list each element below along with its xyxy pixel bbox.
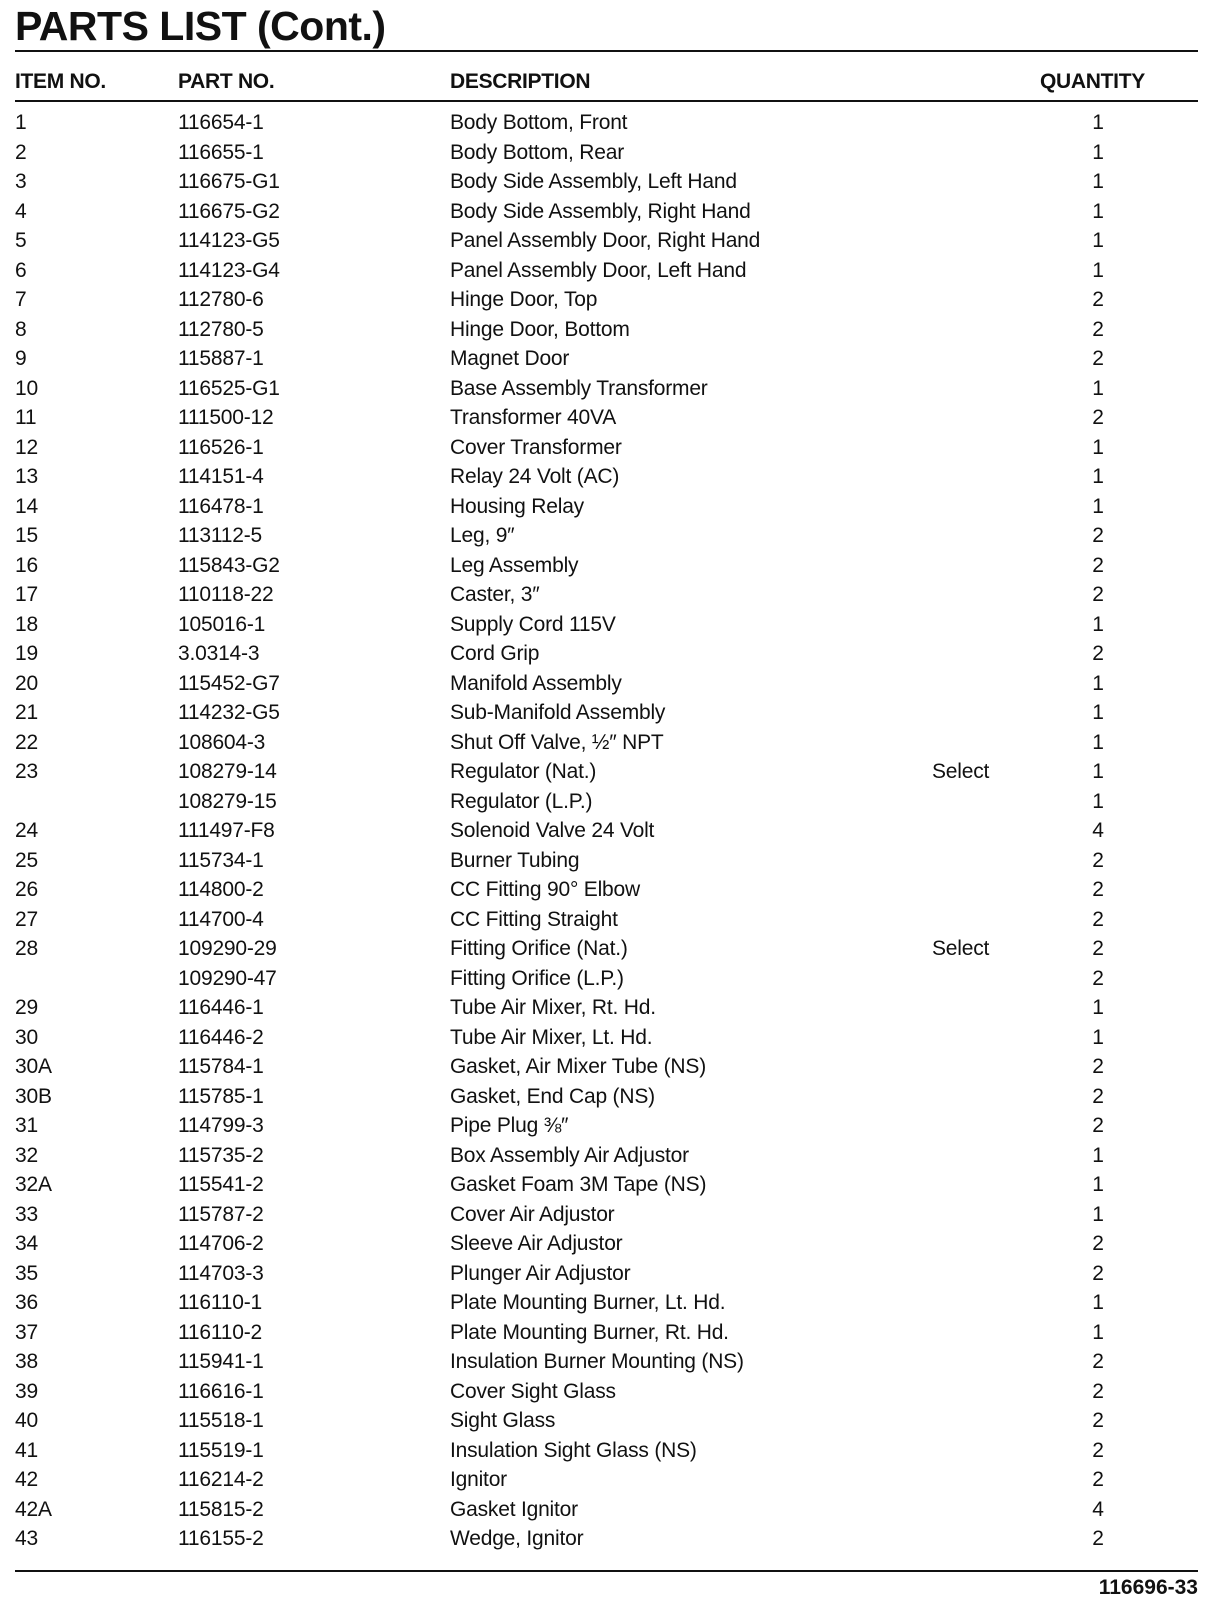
page-title: PARTS LIST (Cont.) [15,3,386,49]
part-number: 110118-22 [178,583,274,606]
part-number: 111497-F8 [178,819,275,842]
item-number: 12 [15,435,38,459]
part-number: 116616-1 [178,1379,264,1403]
part-description: Cover Sight Glass [450,1379,616,1403]
column-header-part: PART NO. [178,70,275,93]
part-description: Magnet Door [450,347,570,370]
table-row [0,462,1214,492]
part-description: Tube Air Mixer, Lt. Hd. [450,1025,653,1049]
part-description: Fitting Orifice (Nat.) [450,937,628,960]
table-row [0,610,1214,640]
part-number: 108604-3 [178,730,266,754]
part-description: Leg, 9″ [450,524,515,547]
part-description: Box Assembly Air Adjustor [450,1143,689,1167]
item-number: 4 [15,199,27,223]
table-header [0,70,1214,100]
quantity: 2 [1092,1084,1104,1108]
item-number: 37 [15,1320,38,1344]
part-number: 115815-2 [178,1497,264,1521]
item-number: 27 [15,907,38,931]
quantity: 1 [1092,376,1104,400]
part-number: 116110-1 [178,1291,263,1314]
part-description: Cord Grip [450,642,540,665]
column-header-description: DESCRIPTION [450,70,591,93]
table-row [0,934,1214,964]
table-row [0,1406,1214,1436]
quantity: 2 [1092,642,1104,665]
quantity: 1 [1092,140,1104,164]
part-number: 116478-1 [178,494,264,518]
item-number: 26 [15,878,38,901]
table-row [0,757,1214,787]
quantity: 1 [1092,671,1104,695]
table-row [0,108,1214,138]
part-number: 114703-3 [178,1261,264,1285]
part-description: Gasket, Air Mixer Tube (NS) [450,1055,707,1078]
part-number: 116654-1 [178,111,264,134]
table-row [0,197,1214,227]
quantity: 1 [1092,996,1104,1019]
table-row [0,846,1214,876]
table-row [0,403,1214,433]
document-number: 116696-33 [1098,1576,1198,1599]
table-row [0,226,1214,256]
part-number: 115787-2 [178,1202,264,1226]
part-number: 115784-1 [178,1055,264,1078]
part-number: 116675-G1 [178,170,280,193]
quantity: 2 [1092,1055,1104,1078]
table-row [0,285,1214,315]
part-number: 113112-5 [178,524,263,547]
table-row [0,256,1214,286]
table-row [0,1377,1214,1407]
quantity: 1 [1092,789,1104,813]
item-number: 1 [15,111,27,134]
part-description: Hinge Door, Bottom [450,317,630,341]
quantity: 1 [1092,1202,1104,1226]
item-number: 30 [15,1025,38,1049]
table-row [0,580,1214,610]
quantity: 2 [1092,966,1104,990]
quantity: 2 [1092,1527,1104,1550]
part-description: Solenoid Valve 24 Volt [450,819,655,842]
item-number: 10 [15,376,38,400]
item-number: 34 [15,1232,38,1255]
part-description: Tube Air Mixer, Rt. Hd. [450,996,656,1019]
table-row [0,551,1214,581]
item-number: 28 [15,937,38,960]
select-note: Select [932,760,990,783]
table-row [0,1052,1214,1082]
part-number: 114706-2 [178,1232,264,1255]
quantity: 2 [1092,583,1104,606]
item-number: 30B [15,1084,52,1108]
part-description: Gasket, End Cap (NS) [450,1084,655,1108]
quantity: 1 [1092,1025,1104,1049]
item-number: 19 [15,642,38,665]
part-number: 112780-5 [178,317,264,341]
item-number: 38 [15,1350,38,1373]
table-row [0,1318,1214,1348]
item-number: 13 [15,465,38,488]
part-number: 114123-G4 [178,258,280,282]
table-row [0,521,1214,551]
table-row [0,1200,1214,1230]
part-number: 108279-15 [178,789,277,813]
item-number: 9 [15,347,27,370]
part-description: Insulation Burner Mounting (NS) [450,1350,744,1373]
part-number: 3.0314-3 [178,642,260,665]
quantity: 2 [1092,1409,1104,1432]
part-description: Cover Transformer [450,435,622,459]
item-number: 32A [15,1173,52,1196]
item-number: 5 [15,229,27,252]
part-number: 116526-1 [178,435,264,459]
table-row [0,138,1214,168]
part-description: Regulator (Nat.) [450,760,597,783]
part-number: 116655-1 [178,140,264,164]
item-number: 40 [15,1409,38,1432]
quantity: 2 [1092,1468,1104,1491]
quantity: 4 [1092,1497,1104,1521]
quantity: 1 [1092,1291,1104,1314]
part-description: Panel Assembly Door, Left Hand [450,258,747,282]
table-row [0,905,1214,935]
parts-table-body [0,108,1214,1554]
table-row [0,1524,1214,1554]
footer-rule [15,1570,1198,1572]
quantity: 1 [1092,435,1104,459]
part-number: 105016-1 [178,612,266,636]
item-number: 15 [15,524,38,547]
quantity: 2 [1092,1379,1104,1403]
table-row [0,728,1214,758]
part-number: 116446-2 [178,1025,264,1049]
part-number: 111500-12 [178,406,274,429]
part-description: Plunger Air Adjustor [450,1261,631,1285]
quantity: 2 [1092,347,1104,370]
item-number: 16 [15,553,38,577]
item-number: 35 [15,1261,38,1285]
quantity: 4 [1092,819,1104,842]
part-number: 115735-2 [178,1143,264,1167]
quantity: 2 [1092,406,1104,429]
part-number: 116214-2 [178,1468,264,1491]
table-row [0,1259,1214,1289]
part-description: Housing Relay [450,494,584,518]
table-row [0,669,1214,699]
quantity: 2 [1092,1350,1104,1373]
part-description: Manifold Assembly [450,671,622,695]
part-description: Leg Assembly [450,553,579,577]
quantity: 1 [1092,730,1104,754]
part-number: 115843-G2 [178,553,280,577]
table-row [0,344,1214,374]
part-description: Body Bottom, Front [450,111,628,134]
table-row [0,167,1214,197]
quantity: 2 [1092,1114,1104,1137]
part-number: 115887-1 [178,347,264,370]
item-number: 32 [15,1143,38,1167]
quantity: 2 [1092,317,1104,341]
item-number: 36 [15,1291,38,1314]
part-number: 115541-2 [178,1173,264,1196]
table-row [0,639,1214,669]
part-description: Transformer 40VA [450,406,617,429]
item-number: 42 [15,1468,38,1491]
part-description: Body Side Assembly, Right Hand [450,199,751,223]
table-row [0,1082,1214,1112]
part-number: 116675-G2 [178,199,280,223]
part-description: Supply Cord 115V [450,612,616,636]
item-number: 22 [15,730,38,754]
title-rule [15,50,1198,52]
item-number: 7 [15,288,27,311]
part-number: 114700-4 [178,907,264,931]
item-number: 18 [15,612,38,636]
part-description: Plate Mounting Burner, Lt. Hd. [450,1291,726,1314]
table-row [0,875,1214,905]
part-description: Base Assembly Transformer [450,376,708,400]
part-number: 115941-1 [178,1350,264,1373]
part-description: Regulator (L.P.) [450,789,593,813]
part-description: Insulation Sight Glass (NS) [450,1438,697,1462]
item-number: 24 [15,819,38,842]
quantity: 2 [1092,937,1104,960]
table-row [0,1495,1214,1525]
item-number: 6 [15,258,27,282]
item-number: 21 [15,701,38,724]
part-description: Ignitor [450,1468,507,1491]
quantity: 1 [1092,701,1104,724]
item-number: 41 [15,1438,38,1462]
quantity: 1 [1092,258,1104,282]
table-row [0,993,1214,1023]
part-description: Wedge, Ignitor [450,1527,584,1550]
part-number: 108279-14 [178,760,277,783]
table-row [0,315,1214,345]
item-number: 20 [15,671,38,695]
table-row [0,1141,1214,1171]
item-number: 43 [15,1527,38,1550]
quantity: 1 [1092,1173,1104,1196]
part-description: Relay 24 Volt (AC) [450,465,620,488]
quantity: 1 [1092,111,1104,134]
column-header-item: ITEM NO. [15,70,106,93]
part-number: 112780-6 [178,288,264,311]
quantity: 1 [1092,229,1104,252]
column-header-quantity: QUANTITY [1040,70,1145,93]
item-number: 2 [15,140,27,164]
part-description: Hinge Door, Top [450,288,598,311]
part-number: 115518-1 [178,1409,264,1432]
part-description: Sub-Manifold Assembly [450,701,666,724]
quantity: 2 [1092,1438,1104,1462]
item-number: 3 [15,170,27,193]
item-number: 14 [15,494,38,518]
item-number: 11 [15,406,37,429]
quantity: 2 [1092,848,1104,872]
part-description: Panel Assembly Door, Right Hand [450,229,761,252]
part-description: Fitting Orifice (L.P.) [450,966,624,990]
quantity: 1 [1092,199,1104,223]
item-number: 39 [15,1379,38,1403]
part-number: 114151-4 [178,465,264,488]
table-row [0,787,1214,817]
table-row [0,1347,1214,1377]
part-number: 114232-G5 [178,701,280,724]
part-number: 115734-1 [178,848,264,872]
part-description: Body Side Assembly, Left Hand [450,170,737,193]
part-description: Gasket Foam 3M Tape (NS) [450,1173,707,1196]
select-note: Select [932,937,990,960]
part-number: 116110-2 [178,1320,263,1344]
part-description: Gasket Ignitor [450,1497,578,1521]
item-number: 42A [15,1497,52,1521]
part-number: 116446-1 [178,996,264,1019]
table-row [0,1436,1214,1466]
part-description: CC Fitting 90° Elbow [450,878,640,901]
item-number: 25 [15,848,38,872]
quantity: 2 [1092,553,1104,577]
part-number: 116155-2 [178,1527,264,1550]
part-description: Burner Tubing [450,848,580,872]
part-number: 109290-29 [178,937,277,960]
table-row [0,1111,1214,1141]
quantity: 2 [1092,878,1104,901]
part-description: Cover Air Adjustor [450,1202,615,1226]
part-number: 114799-3 [178,1114,264,1137]
item-number: 31 [15,1114,38,1137]
item-number: 17 [15,583,38,606]
table-row [0,1170,1214,1200]
part-description: Pipe Plug ⅜″ [450,1114,569,1137]
table-row [0,698,1214,728]
part-number: 109290-47 [178,966,277,990]
table-row [0,1023,1214,1053]
item-number: 33 [15,1202,38,1226]
part-number: 115452-G7 [178,671,280,695]
quantity: 2 [1092,1261,1104,1285]
item-number: 30A [15,1055,52,1078]
part-description: Body Bottom, Rear [450,140,625,164]
quantity: 1 [1092,170,1104,193]
quantity: 1 [1092,760,1104,783]
item-number: 23 [15,760,38,783]
quantity: 1 [1092,465,1104,488]
table-row [0,374,1214,404]
quantity: 1 [1092,494,1104,518]
part-description: CC Fitting Straight [450,907,618,931]
table-row [0,492,1214,522]
part-description: Sight Glass [450,1409,556,1432]
table-row [0,964,1214,994]
table-row [0,1229,1214,1259]
part-description: Shut Off Valve, ½″ NPT [450,730,664,754]
table-row [0,433,1214,463]
part-number: 115519-1 [178,1438,264,1462]
table-row [0,1288,1214,1318]
part-description: Plate Mounting Burner, Rt. Hd. [450,1320,729,1344]
part-number: 114123-G5 [178,229,280,252]
quantity: 1 [1092,1143,1104,1167]
part-description: Sleeve Air Adjustor [450,1232,623,1255]
item-number: 8 [15,317,27,341]
part-number: 114800-2 [178,878,264,901]
quantity: 1 [1092,1320,1104,1344]
part-description: Caster, 3″ [450,583,540,606]
table-row [0,816,1214,846]
part-number: 115785-1 [178,1084,264,1108]
header-rule [15,100,1198,102]
part-number: 116525-G1 [178,376,280,400]
quantity: 2 [1092,288,1104,311]
quantity: 2 [1092,1232,1104,1255]
quantity: 2 [1092,524,1104,547]
item-number: 29 [15,996,38,1019]
quantity: 1 [1092,612,1104,636]
table-row [0,1465,1214,1495]
quantity: 2 [1092,907,1104,931]
